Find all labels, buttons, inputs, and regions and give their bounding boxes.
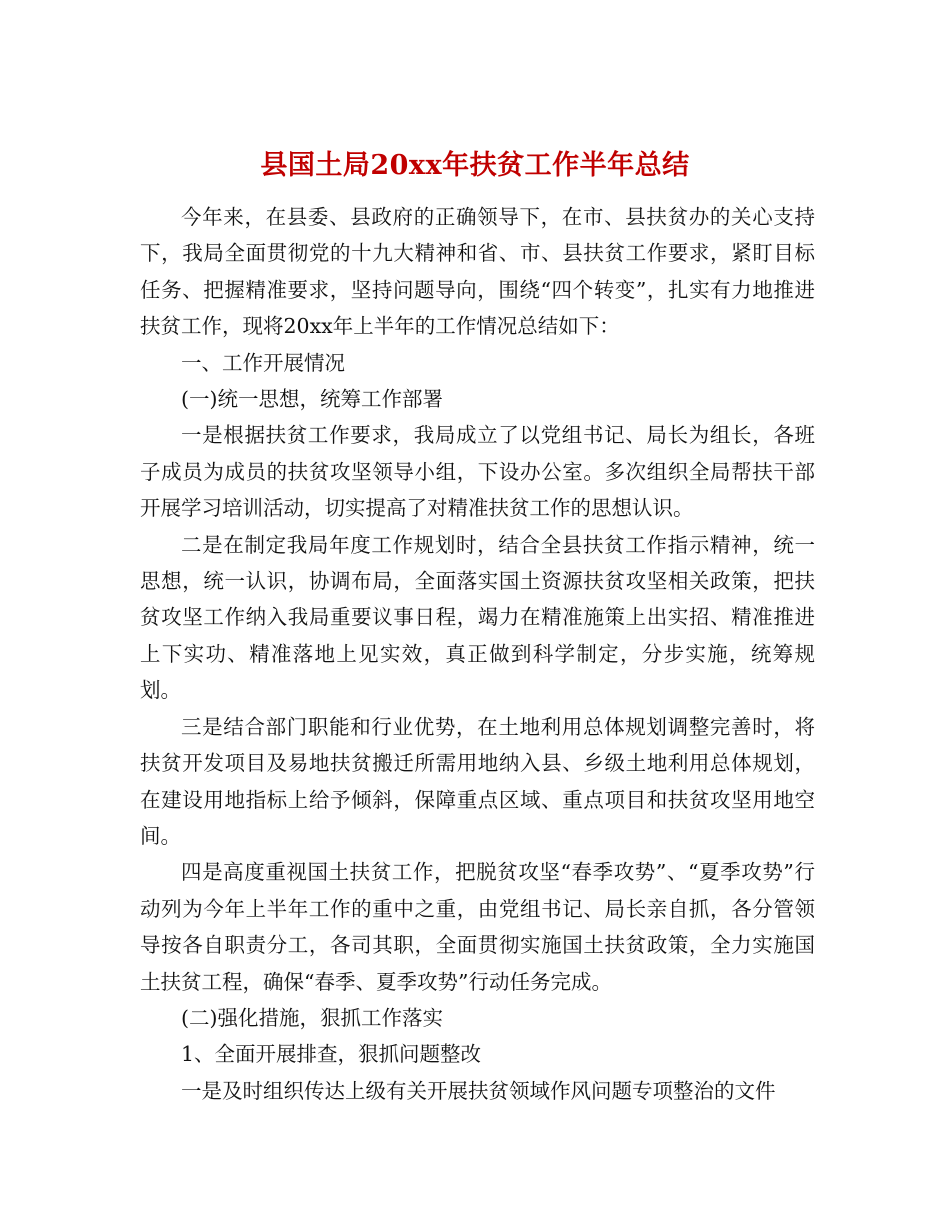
intro-paragraph: 今年来，在县委、县政府的正确领导下，在市、县扶贫办的关心支持下，我局全面贯彻党的十九大精神和省、市、县扶贫工作要求，紧盯目标任务、把握精准要求，坚持问题导向，围绕“四个转变”，扎实有力地推进扶贫工作，现将20xx年上半年的工作情况总结如下： (140, 205, 815, 339)
section-heading-1: 一、工作开展情况 (181, 350, 345, 375)
body-paragraph-4: 四是高度重视国土扶贫工作，把脱贫攻坚“春季攻势”、“夏季攻势”行动列为今年上半年工作的重中之重，由党组书记、局长亲自抓，各分管领导按各自职责分工，各司其职，全面贯彻实施国土扶贫政策，全力实施国土扶贫工程，确保“春季、夏季攻势”行动任务完成。 (140, 860, 815, 994)
document-body (140, 199, 815, 1109)
body-paragraph-2: 二是在制定我局年度工作规划时，结合全县扶贫工作指示精神，统一思想，统一认识，协调布局，全面落实国土资源扶贫攻坚相关政策，把扶贫攻坚工作纳入我局重要议事日程，竭力在精准施策上出实招、精准推进上下实功、精准落地上见实效，真正做到科学制定，分步实施，统筹规划。 (140, 532, 815, 703)
item-heading-1: 1、全面开展排查，狠抓问题整改 (181, 1042, 482, 1067)
subsection-heading-1: (一)统一思想，统筹工作部署 (181, 387, 443, 412)
body-paragraph-5: 一是及时组织传达上级有关开展扶贫领域作风问题专项整治的文件 (181, 1078, 776, 1103)
subsection-heading-2: (二)强化措施，狠抓工作落实 (181, 1005, 443, 1030)
body-paragraph-1: 一是根据扶贫工作要求，我局成立了以党组书记、局长为组长，各班子成员为成员的扶贫攻坚领导小组，下设办公室。多次组织全局帮扶干部开展学习培训活动，切实提高了对精准扶贫工作的思想认识。 (140, 423, 815, 521)
body-paragraph-3: 三是结合部门职能和行业优势，在土地利用总体规划调整完善时，将扶贫开发项目及易地扶贫搬迁所需用地纳入县、乡级土地利用总体规划，在建设用地指标上给予倾斜，保障重点区域、重点项目和扶贫攻坚用地空间。 (140, 714, 815, 848)
document-title: 县国土局20xx年扶贫工作半年总结 (260, 150, 690, 182)
